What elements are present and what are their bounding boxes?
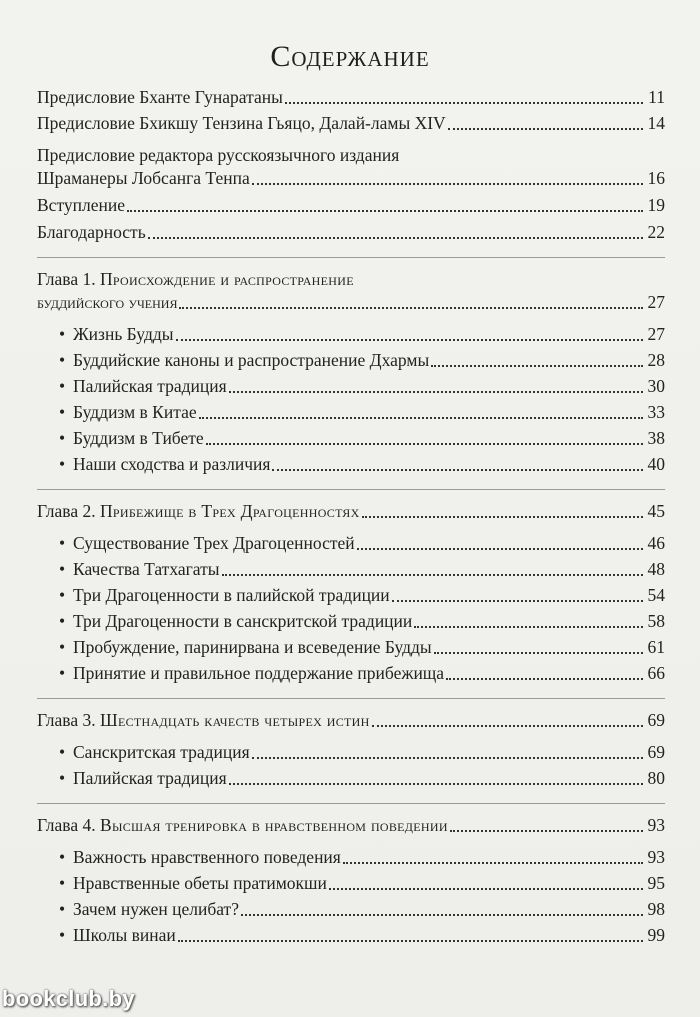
bullet-icon: • [59, 663, 66, 683]
bullet-icon: • [59, 925, 66, 945]
watermark: bookclub.by [2, 986, 135, 1011]
leader-dots [448, 128, 643, 130]
toc-page-number: 27 [647, 324, 665, 344]
toc-section[interactable] [37, 662, 665, 685]
leader-dots [446, 678, 643, 680]
toc-entry-label: Предисловие Бханте Гунаратаны [37, 87, 283, 107]
toc-section-label: Буддизм в Китае [73, 402, 197, 422]
leader-dots [372, 725, 643, 727]
leader-dots [206, 443, 643, 445]
toc-page-number: 93 [647, 847, 665, 867]
leader-dots [450, 830, 643, 832]
toc-chapter-4[interactable] [37, 814, 665, 837]
toc-page-number: 46 [647, 533, 665, 553]
toc-section-label: Принятие и правильное поддержание прибежища [73, 663, 445, 683]
leader-dots [414, 626, 643, 628]
chapter-heading [37, 500, 360, 523]
toc-page-number: 45 [647, 501, 665, 521]
toc-section-label: Важность нравственного поведения [73, 847, 341, 867]
toc-entry-label: Предисловие Бхикшу Тензина Гьяцо, Далай-ламы XIV [37, 113, 446, 133]
leader-dots [272, 469, 643, 471]
toc-section[interactable] [37, 453, 665, 476]
toc-page-number: 95 [647, 873, 665, 893]
leader-dots [329, 888, 643, 890]
section-divider [37, 803, 665, 804]
toc-entry-foreword-dalai-lama[interactable] [37, 112, 665, 135]
toc-page-number: 54 [647, 585, 665, 605]
toc-page-number: 33 [647, 402, 665, 422]
toc-section[interactable] [37, 924, 665, 947]
leader-dots [431, 365, 643, 367]
bullet-icon: • [59, 611, 66, 631]
toc-section-label: Качества Татхагаты [73, 559, 220, 579]
toc-section[interactable] [37, 636, 665, 659]
toc-section-label: Пробуждение, паринирвана и всеведение Будды [73, 637, 432, 657]
toc-page-number: 66 [647, 663, 665, 683]
toc-section-label: Нравственные обеты пратимокши [73, 873, 327, 893]
toc-section-label: Школы винаи [73, 925, 176, 945]
chapter-title: Прибежище в Трех Драгоценностях [99, 501, 360, 521]
bullet-icon: • [59, 585, 66, 605]
toc-entry-foreword-gunaratana[interactable] [37, 86, 665, 109]
toc-page-number: 80 [647, 768, 665, 788]
toc-section-label: Санскритская традиция [73, 742, 250, 762]
chapter-prefix: Глава 2. [37, 501, 96, 521]
section-divider [37, 489, 665, 490]
toc-entry-label: Шраманеры Лобсанга Тенпа [37, 168, 250, 188]
bullet-icon: • [59, 742, 66, 762]
toc-section[interactable] [37, 898, 665, 921]
chapter-prefix: Глава 3. [37, 710, 96, 730]
leader-dots [392, 600, 643, 602]
leader-dots [179, 307, 643, 309]
toc-section[interactable] [37, 584, 665, 607]
table-of-contents [37, 86, 665, 947]
toc-section[interactable] [37, 846, 665, 869]
toc-chapter-1[interactable] [37, 268, 665, 314]
toc-page-number: 93 [647, 815, 665, 835]
toc-section[interactable] [37, 427, 665, 450]
toc-section-label: Наши сходства и различия [73, 454, 271, 474]
toc-page-number: 99 [647, 925, 665, 945]
leader-dots [285, 102, 643, 104]
toc-section-label: Три Драгоценности в санскритской традиции [73, 611, 413, 631]
toc-entry-label: Вступление [37, 195, 125, 215]
toc-section[interactable] [37, 323, 665, 346]
bullet-icon: • [59, 533, 66, 553]
leader-dots [357, 548, 643, 550]
bullet-icon: • [59, 402, 66, 422]
toc-section-label: Палийская традиция [73, 768, 227, 788]
toc-chapter-3[interactable] [37, 709, 665, 732]
leader-dots [176, 339, 643, 341]
chapter-title: Происхождение и распространение [99, 269, 354, 289]
chapter-heading [37, 814, 448, 837]
toc-section[interactable] [37, 532, 665, 555]
toc-page-number: 58 [647, 611, 665, 631]
bullet-icon: • [59, 350, 66, 370]
bullet-icon: • [59, 324, 66, 344]
leader-dots [178, 940, 643, 942]
toc-section[interactable] [37, 767, 665, 790]
chapter-prefix: Глава 4. [37, 815, 96, 835]
toc-section-label: Жизнь Будды [73, 324, 174, 344]
toc-section[interactable] [37, 741, 665, 764]
leader-dots [343, 862, 643, 864]
leader-dots [127, 210, 643, 212]
toc-page-number: 69 [647, 742, 665, 762]
toc-entry-foreword-editor[interactable] [37, 144, 665, 190]
toc-section-label: Существование Трех Драгоценностей [73, 533, 355, 553]
bullet-icon: • [59, 454, 66, 474]
toc-section[interactable] [37, 610, 665, 633]
chapter-title-line2: буддийского учения [37, 292, 178, 312]
leader-dots [222, 574, 643, 576]
toc-section[interactable] [37, 872, 665, 895]
bullet-icon: • [59, 847, 66, 867]
leader-dots [229, 391, 643, 393]
bullet-icon: • [59, 899, 66, 919]
bullet-icon: • [59, 428, 66, 448]
toc-page-number: 38 [647, 428, 665, 448]
toc-page-number: 16 [647, 168, 665, 188]
section-divider [37, 257, 665, 258]
leader-dots [241, 914, 643, 916]
chapter-heading [37, 709, 370, 732]
toc-page-number: 30 [647, 376, 665, 396]
toc-section-label: Буддийские каноны и распространение Дхармы [73, 350, 430, 370]
toc-page-number: 69 [647, 710, 665, 730]
leader-dots [148, 237, 643, 239]
section-divider [37, 698, 665, 699]
toc-section-label: Буддизм в Тибете [73, 428, 204, 448]
chapter-heading-line1 [37, 268, 665, 291]
leader-dots [229, 783, 643, 785]
chapter-title: Высшая тренировка в нравственном поведении [99, 815, 448, 835]
bullet-icon: • [59, 559, 66, 579]
toc-page-number: 22 [647, 222, 665, 242]
toc-section-label: Зачем нужен целибат? [73, 899, 239, 919]
toc-section[interactable] [37, 558, 665, 581]
leader-dots [434, 652, 643, 654]
toc-page-number: 27 [647, 292, 665, 312]
toc-section[interactable] [37, 349, 665, 372]
page-title: Содержание [270, 40, 430, 73]
toc-section[interactable] [37, 375, 665, 398]
leader-dots [252, 183, 643, 185]
toc-entry-label-line1: Предисловие редактора русскоязычного издания [37, 145, 400, 165]
toc-page-number: 98 [647, 899, 665, 919]
toc-section-label: Палийская традиция [73, 376, 227, 396]
chapter-title: Шестнадцать качеств четырех истин [99, 710, 370, 730]
toc-page-number: 48 [647, 559, 665, 579]
toc-section[interactable] [37, 401, 665, 424]
toc-page-number: 61 [647, 637, 665, 657]
toc-page-number: 40 [647, 454, 665, 474]
toc-chapter-2[interactable] [37, 500, 665, 523]
toc-entry-introduction[interactable] [37, 194, 665, 217]
leader-dots [362, 516, 643, 518]
bullet-icon: • [59, 637, 66, 657]
leader-dots [252, 757, 643, 759]
toc-page-number: 14 [647, 113, 665, 133]
bullet-icon: • [59, 376, 66, 396]
chapter-prefix: Глава 1. [37, 269, 96, 289]
toc-entry-label: Благодарность [37, 222, 146, 242]
bullet-icon: • [59, 768, 66, 788]
toc-entry-acknowledgements[interactable] [37, 221, 665, 244]
toc-page-number: 19 [647, 195, 665, 215]
leader-dots [199, 417, 643, 419]
toc-section-label: Три Драгоценности в палийской традиции [73, 585, 390, 605]
bullet-icon: • [59, 873, 66, 893]
toc-page-number: 28 [647, 350, 665, 370]
toc-page-number: 11 [648, 87, 665, 107]
